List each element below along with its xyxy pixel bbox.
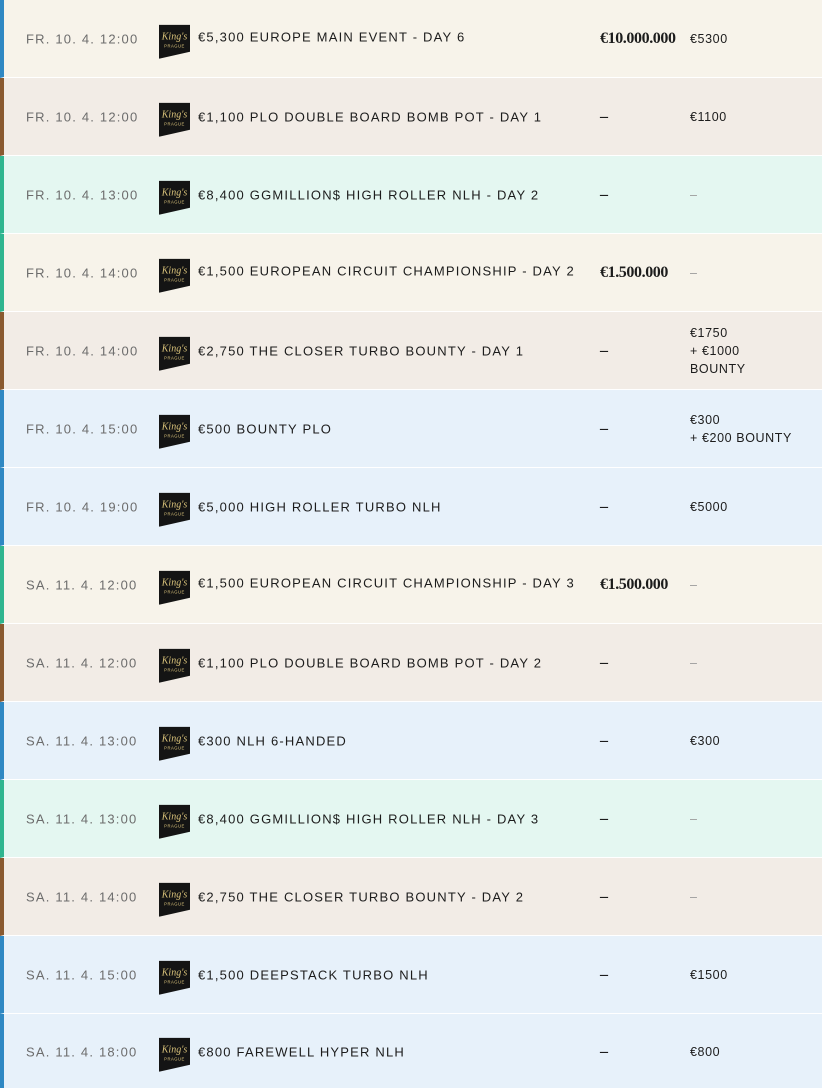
svg-text:King's: King's [161, 31, 188, 43]
event-guarantee: – [600, 887, 608, 905]
kings-prague-logo-icon [159, 336, 190, 370]
svg-text:King's: King's [161, 889, 188, 901]
buyin-line: €300 [690, 412, 721, 427]
event-guarantee: – [600, 731, 608, 749]
event-row[interactable] [0, 936, 822, 1014]
event-name[interactable]: €1,500 EUROPEAN CIRCUIT CHAMPIONSHIP - DAY 2 [198, 262, 575, 278]
event-date: FR. 10. 4. 12:00 [26, 31, 139, 46]
kings-prague-logo-icon [159, 804, 190, 838]
kings-prague-logo-icon [159, 1038, 190, 1072]
svg-text:King's: King's [161, 655, 188, 667]
event-guarantee: – [600, 185, 608, 203]
buyin-line: BOUNTY [690, 361, 746, 376]
svg-text:PRAGUE: PRAGUE [164, 43, 185, 49]
svg-text:PRAGUE: PRAGUE [164, 199, 185, 205]
event-date: FR. 10. 4. 14:00 [26, 265, 139, 280]
buyin-line: – [690, 265, 698, 280]
event-guarantee: – [600, 653, 608, 671]
event-buyin [690, 732, 822, 750]
buyin-line: €800 [690, 1045, 721, 1059]
buyin-line: – [690, 187, 698, 202]
event-row[interactable] [0, 780, 822, 858]
event-date: FR. 10. 4. 13:00 [26, 187, 139, 202]
svg-text:King's: King's [161, 265, 188, 277]
buyin-line: €1100 [690, 109, 727, 124]
event-name[interactable]: €800 FAREWELL HYPER NLH [198, 1044, 406, 1060]
event-guarantee: €1.500.000 [600, 263, 669, 281]
event-row[interactable] [0, 234, 822, 312]
event-name[interactable]: €1,500 EUROPEAN CIRCUIT CHAMPIONSHIP - DAY 3 [198, 574, 575, 590]
svg-text:King's: King's [161, 421, 188, 433]
buyin-line: €1750 [690, 325, 728, 340]
svg-text:King's: King's [161, 499, 188, 511]
event-row[interactable] [0, 858, 822, 936]
event-name[interactable]: €8,400 GGMILLION$ HIGH ROLLER NLH - DAY 2 [198, 187, 540, 202]
event-row[interactable] [0, 468, 822, 546]
event-name[interactable]: €5,000 HIGH ROLLER TURBO NLH [198, 499, 442, 514]
svg-text:King's: King's [161, 109, 188, 121]
event-guarantee: – [600, 341, 608, 359]
buyin-line: – [690, 811, 698, 826]
event-date: FR. 10. 4. 15:00 [26, 421, 139, 436]
buyin-line: + €1000 [690, 343, 740, 358]
kings-prague-logo-icon [159, 648, 190, 682]
event-guarantee: – [600, 497, 608, 515]
event-date: SA. 11. 4. 12:00 [26, 655, 138, 670]
event-row[interactable] [0, 624, 822, 702]
svg-text:King's: King's [161, 967, 188, 979]
svg-text:PRAGUE: PRAGUE [164, 433, 185, 439]
event-row[interactable] [0, 390, 822, 468]
event-buyin [690, 108, 822, 126]
event-name[interactable]: €2,750 THE CLOSER TURBO BOUNTY - DAY 1 [198, 343, 525, 358]
svg-text:King's: King's [161, 811, 188, 823]
kings-prague-logo-icon [159, 882, 190, 916]
event-name[interactable]: €1,500 DEEPSTACK TURBO NLH [198, 967, 429, 982]
event-buyin [690, 411, 822, 447]
event-date: SA. 11. 4. 18:00 [26, 1044, 138, 1060]
event-date: SA. 11. 4. 14:00 [26, 889, 138, 904]
event-buyin [690, 888, 822, 906]
event-name[interactable]: €2,750 THE CLOSER TURBO BOUNTY - DAY 2 [198, 889, 525, 904]
svg-text:PRAGUE: PRAGUE [164, 745, 185, 751]
event-row[interactable] [0, 546, 822, 624]
event-name[interactable]: €1,100 PLO DOUBLE BOARD BOMB POT - DAY 2 [198, 655, 543, 670]
event-guarantee: – [600, 419, 608, 437]
svg-text:PRAGUE: PRAGUE [164, 277, 185, 283]
event-row[interactable] [0, 702, 822, 780]
event-guarantee: – [600, 965, 608, 983]
event-date: SA. 11. 4. 13:00 [26, 733, 138, 748]
event-name[interactable]: €500 BOUNTY PLO [198, 421, 333, 436]
event-row[interactable] [0, 156, 822, 234]
event-guarantee: €1.500.000 [600, 575, 669, 593]
event-date: FR. 10. 4. 12:00 [26, 109, 139, 124]
event-date: SA. 11. 4. 13:00 [26, 811, 138, 826]
kings-prague-logo-icon [159, 180, 190, 214]
svg-text:PRAGUE: PRAGUE [164, 1056, 185, 1062]
event-row[interactable] [0, 78, 822, 156]
event-date: FR. 10. 4. 14:00 [26, 343, 139, 358]
svg-text:PRAGUE: PRAGUE [164, 979, 185, 985]
svg-text:PRAGUE: PRAGUE [164, 901, 185, 907]
event-buyin [690, 30, 822, 48]
event-name[interactable]: €1,100 PLO DOUBLE BOARD BOMB POT - DAY 1 [198, 109, 543, 124]
svg-text:King's: King's [161, 187, 188, 199]
kings-prague-logo-icon [159, 24, 190, 58]
event-buyin [690, 324, 822, 378]
svg-text:King's: King's [161, 343, 188, 355]
event-date: FR. 10. 4. 19:00 [26, 499, 139, 514]
event-buyin [690, 264, 822, 282]
svg-text:King's: King's [161, 577, 188, 589]
svg-text:PRAGUE: PRAGUE [164, 667, 185, 673]
event-buyin [690, 498, 822, 516]
buyin-line: + €200 BOUNTY [690, 430, 792, 445]
event-date: SA. 11. 4. 12:00 [26, 577, 138, 592]
buyin-line: €1500 [690, 967, 728, 982]
event-row[interactable] [0, 312, 822, 390]
kings-prague-logo-icon [159, 258, 190, 292]
event-guarantee: €10.000.000 [600, 29, 676, 47]
event-name[interactable]: €300 NLH 6-HANDED [198, 733, 348, 748]
buyin-line: – [690, 655, 698, 670]
buyin-line: – [690, 577, 698, 592]
event-date: SA. 11. 4. 15:00 [26, 967, 138, 982]
event-name[interactable]: €8,400 GGMILLION$ HIGH ROLLER NLH - DAY 3 [198, 811, 540, 826]
svg-text:PRAGUE: PRAGUE [164, 823, 185, 829]
event-buyin [690, 186, 822, 204]
kings-prague-logo-icon [159, 570, 190, 604]
event-buyin [690, 1043, 822, 1061]
svg-text:PRAGUE: PRAGUE [164, 121, 185, 127]
event-buyin [690, 654, 822, 672]
event-guarantee: – [600, 809, 608, 827]
event-buyin [690, 810, 822, 828]
event-guarantee: – [600, 1043, 608, 1060]
buyin-line: €300 [690, 733, 721, 748]
buyin-line: – [690, 889, 698, 904]
svg-text:King's: King's [161, 733, 188, 745]
event-guarantee: – [600, 107, 608, 125]
event-name[interactable]: €5,300 EUROPE MAIN EVENT - DAY 6 [198, 28, 466, 44]
kings-prague-logo-icon [159, 960, 190, 994]
kings-prague-logo-icon [159, 492, 190, 526]
svg-text:PRAGUE: PRAGUE [164, 355, 185, 361]
event-row[interactable] [0, 1014, 822, 1088]
buyin-line: €5300 [690, 31, 728, 46]
event-row[interactable] [0, 0, 822, 78]
svg-text:PRAGUE: PRAGUE [164, 511, 185, 517]
event-buyin [690, 576, 822, 594]
svg-text:PRAGUE: PRAGUE [164, 589, 185, 595]
buyin-line: €5000 [690, 499, 728, 514]
svg-text:King's: King's [161, 1044, 188, 1056]
event-buyin [690, 966, 822, 984]
kings-prague-logo-icon [159, 102, 190, 136]
kings-prague-logo-icon [159, 726, 190, 760]
kings-prague-logo-icon [159, 414, 190, 448]
